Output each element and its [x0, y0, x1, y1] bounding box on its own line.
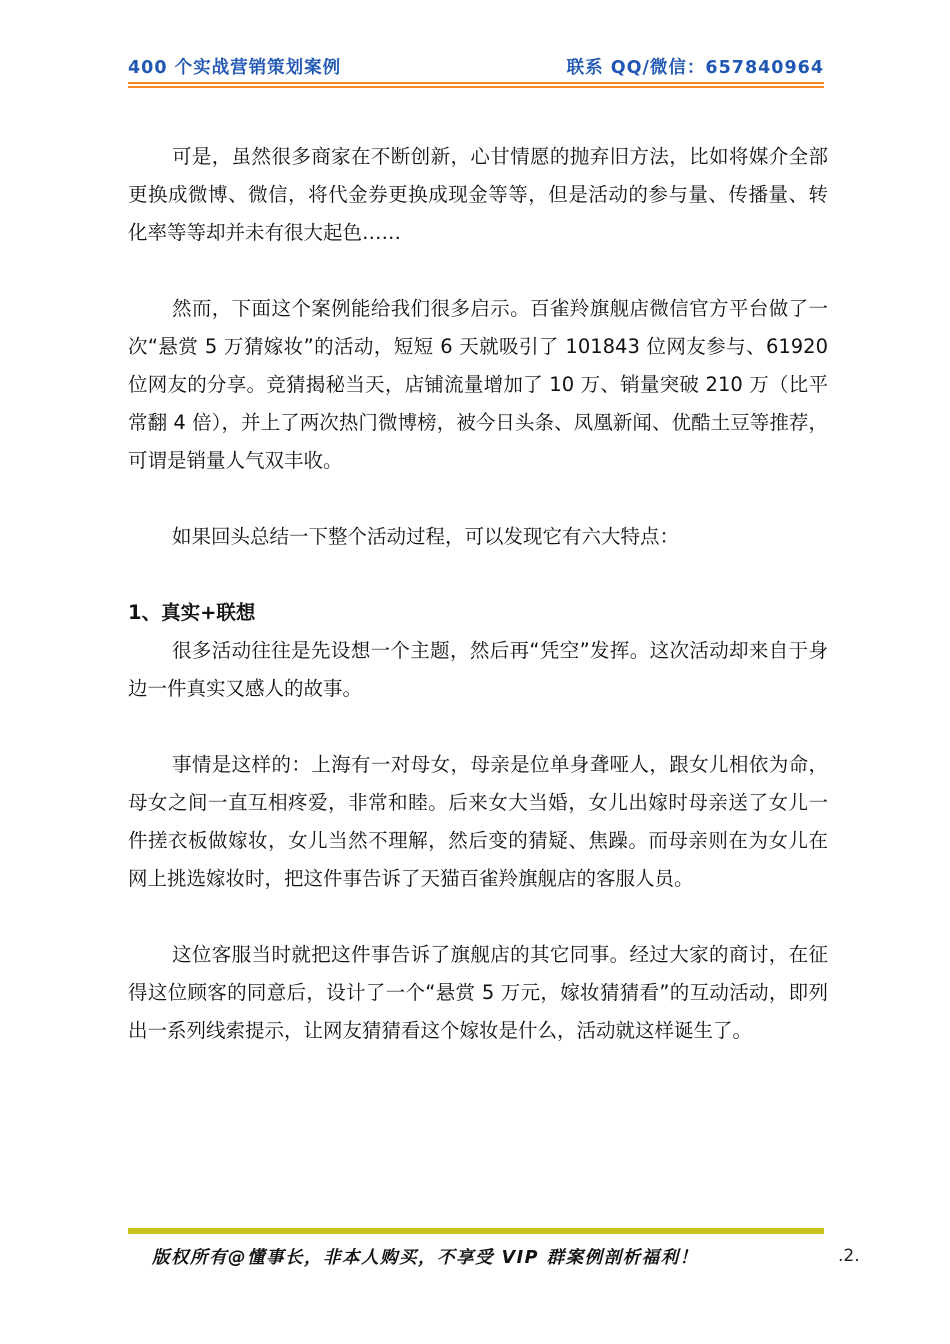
- paragraph-5: 事情是这样的：上海有一对母女，母亲是位单身聋哑人，跟女儿相依为命，母女之间一直互相疼爱，非常和睦。后来女大当婚，女儿出嫁时母亲送了女儿一件搓衣板做嫁妆，女儿当然不理解，然后变的猜疑、焦躁。而母亲则在为女儿在网上挑选嫁妆时，把这件事告诉了天猫百雀羚旗舰店的客服人员。: [128, 753, 828, 890]
- page-number: .2.: [838, 1246, 860, 1266]
- header-title: 400 个实战营销策划案例: [128, 58, 342, 78]
- header-contact: 联系 QQ/微信：657840964: [566, 58, 824, 78]
- paragraph-6: 这位客服当时就把这件事告诉了旗舰店的其它同事。经过大家的商讨，在征得这位顾客的同意后，设计了一个“悬赏 5 万元，嫁妆猜猜看”的互动活动，即列出一系列线索提示，让网友猜猜看这个嫁妆是什么，活动就这样诞生了。: [128, 943, 828, 1042]
- paragraph-2: 然而，下面这个案例能给我们很多启示。百雀羚旗舰店微信官方平台做了一次“悬赏 5 万猜嫁妆”的活动，短短 6 天就吸引了 101843 位网友参与、61920 位网友的分享。竞猜揭秘当天，店铺流量增加了 10 万、销量突破 210 万（比平常翻 4 倍），并上了两次热门微博榜，被今日头条、凤凰新闻、优酷土豆等推荐，可谓是销量人气双丰收。: [128, 297, 828, 472]
- header-rule-bottom: [128, 86, 824, 88]
- paragraph-4: 很多活动往往是先设想一个主题，然后再“凭空”发挥。这次活动却来自于身边一件真实又感人的故事。: [128, 639, 828, 700]
- footer-rule: [128, 1228, 824, 1234]
- page-header: [128, 54, 824, 80]
- header-rule-top: [128, 82, 824, 84]
- footer-copyright: 版权所有@懂事长，非本人购买，不享受 VIP 群案例剖析福利！: [152, 1248, 699, 1268]
- section-heading: 1、真实+联想: [128, 601, 256, 624]
- paragraph-1: 可是，虽然很多商家在不断创新，心甘情愿的抛弃旧方法，比如将媒介全部更换成微博、微信，将代金券更换成现金等等，但是活动的参与量、传播量、转化率等等却并未有很大起色……: [128, 145, 828, 244]
- paragraph-3: 如果回头总结一下整个活动过程，可以发现它有六大特点：: [172, 525, 680, 548]
- document-body: [128, 138, 828, 1088]
